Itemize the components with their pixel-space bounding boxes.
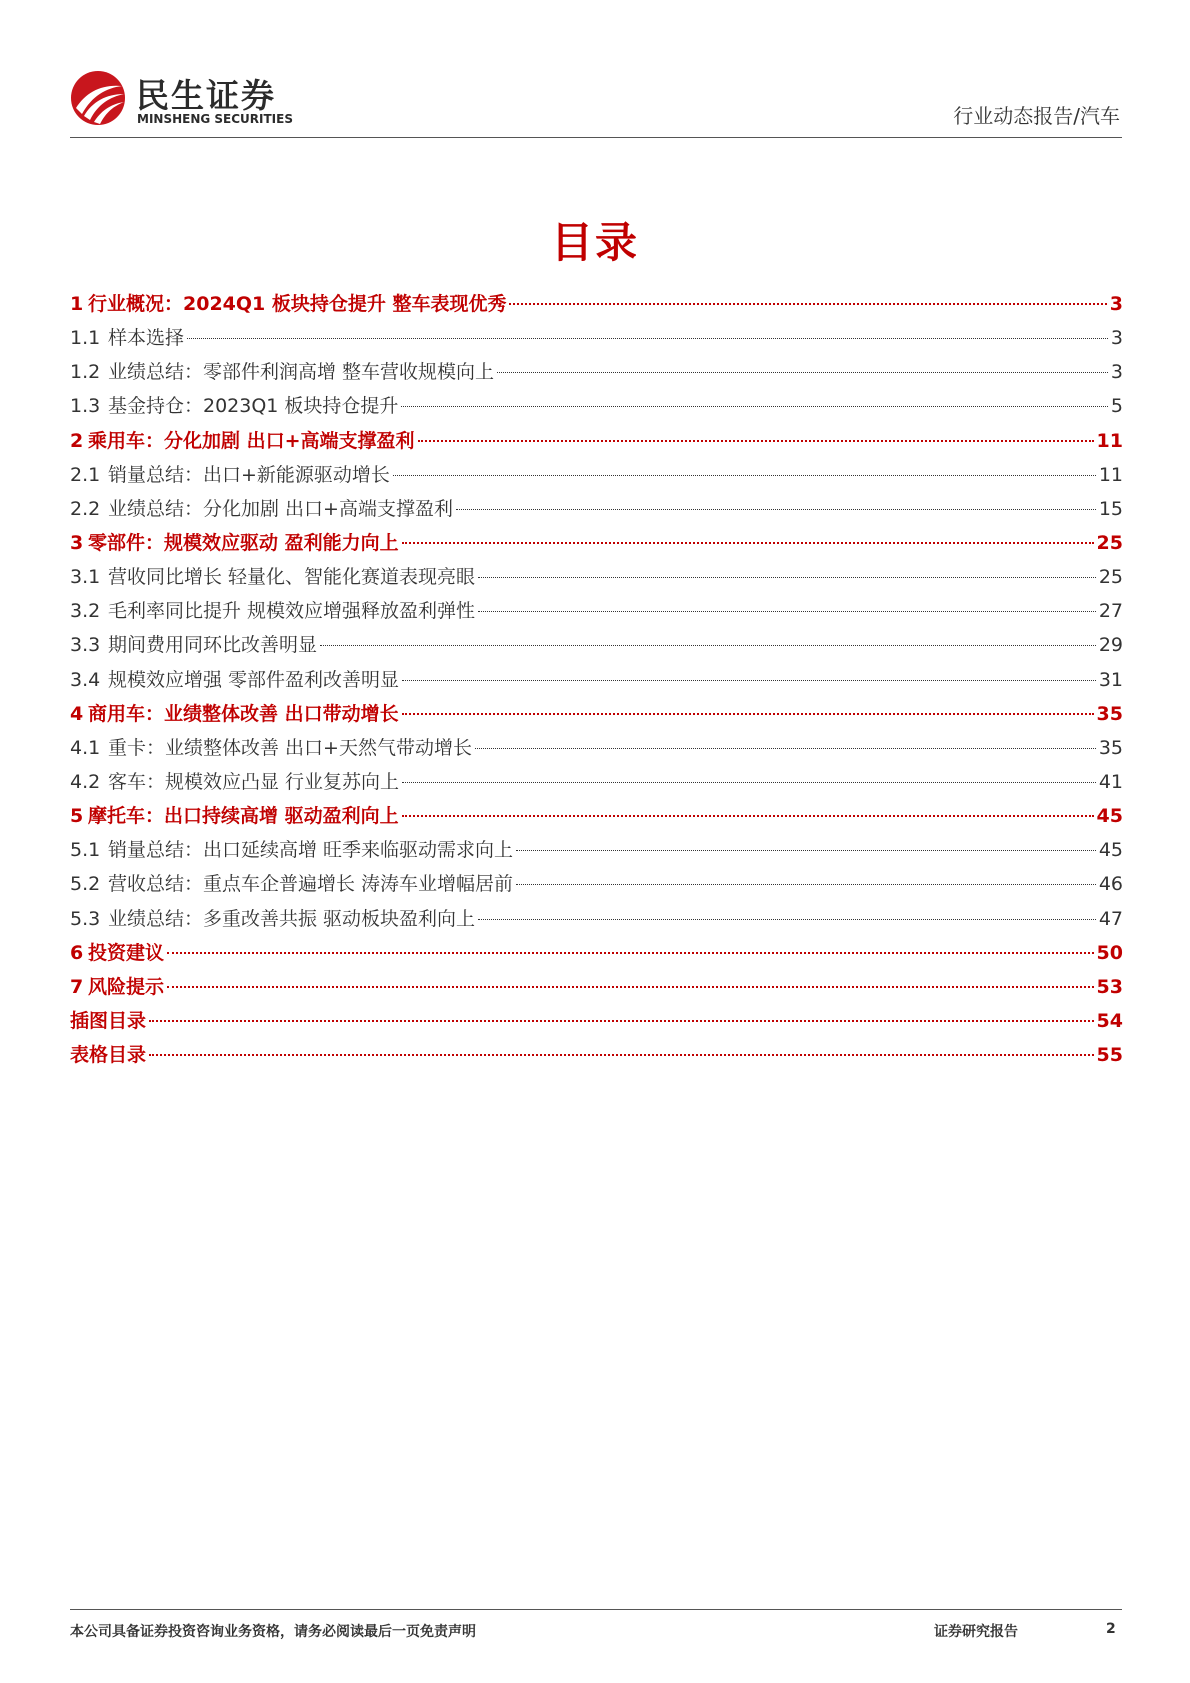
toc-entry-page: 11 xyxy=(1096,429,1123,452)
toc-entry-section[interactable] xyxy=(70,492,1123,526)
brand-logo xyxy=(70,68,310,132)
toc-entry-chapter[interactable] xyxy=(70,936,1123,970)
toc-entry-chapter[interactable] xyxy=(70,287,1123,321)
toc-entry-chapter[interactable] xyxy=(70,526,1123,560)
toc-entry-section[interactable] xyxy=(70,867,1123,901)
toc-entry-page: 54 xyxy=(1096,1009,1123,1032)
toc-entry-title: 投资建议 xyxy=(88,941,165,964)
toc-entry-section[interactable] xyxy=(70,731,1123,765)
toc-entry-section[interactable] xyxy=(70,902,1123,936)
toc-entry-chapter[interactable] xyxy=(70,799,1123,833)
toc-entry-title: 行业概况：2024Q1 板块持仓提升 整车表现优秀 xyxy=(88,293,507,315)
toc-entry-title: 销量总结：出口+新能源驱动增长 xyxy=(108,463,390,486)
toc-entry-title: 零部件：规模效应驱动 盈利能力向上 xyxy=(88,531,399,554)
toc-entry-title: 业绩总结：零部件利润高增 整车营收规模向上 xyxy=(108,361,495,384)
toc-leader-dots xyxy=(402,712,1094,715)
toc-entry-title: 风险提示 xyxy=(88,975,165,998)
toc-leader-dots xyxy=(475,747,1096,749)
toc-entry-title: 业绩总结：分化加剧 出口+高端支撑盈利 xyxy=(108,497,453,520)
toc-entry-number: 4.1 xyxy=(70,736,101,759)
toc-entry-number: 4.2 xyxy=(70,770,101,793)
toc-entry-chapter[interactable] xyxy=(70,697,1123,731)
toc-entry-page: 5 xyxy=(1110,395,1123,418)
toc-entry-section[interactable] xyxy=(70,389,1123,423)
toc-entry-page: 53 xyxy=(1096,975,1123,998)
toc-entry-number: 1.1 xyxy=(70,327,101,350)
toc-entry-section[interactable] xyxy=(70,458,1123,492)
toc-entry-number: 3.4 xyxy=(70,668,101,691)
toc-leader-dots xyxy=(149,1053,1094,1056)
toc-entry-number: 3 xyxy=(70,531,84,554)
toc-entry-page: 35 xyxy=(1096,702,1123,725)
toc-entry-title: 商用车：业绩整体改善 出口带动增长 xyxy=(88,702,399,725)
toc-entry-page: 41 xyxy=(1098,770,1123,793)
toc-entry-section[interactable] xyxy=(70,765,1123,799)
toc-entry-number: 3.3 xyxy=(70,634,101,657)
toc-entry-number: 7 xyxy=(70,975,84,998)
toc-entry-section[interactable] xyxy=(70,560,1123,594)
toc-leader-dots xyxy=(149,1019,1094,1022)
toc-entry-page: 25 xyxy=(1098,566,1123,589)
toc-entry-title: 规模效应增强 零部件盈利改善明显 xyxy=(108,668,400,691)
toc-leader-dots xyxy=(402,814,1094,817)
toc-entry-number: 5 xyxy=(70,805,84,828)
toc-leader-dots xyxy=(320,644,1096,646)
page-number: 2 xyxy=(1106,1621,1116,1637)
toc-entry-number: 3.1 xyxy=(70,566,101,589)
toc-entry-page: 55 xyxy=(1096,1044,1123,1067)
toc-entry-section[interactable] xyxy=(70,628,1123,662)
toc-entry-number: 2 xyxy=(70,429,84,452)
toc-leader-dots xyxy=(393,474,1096,476)
toc-entry-title: 毛利率同比提升 规模效应增强释放盈利弹性 xyxy=(108,600,476,623)
toc-entry-title: 乘用车：分化加剧 出口+高端支撑盈利 xyxy=(88,429,415,452)
toc-entry-section[interactable] xyxy=(70,663,1123,697)
toc-entry-page: 27 xyxy=(1098,600,1123,623)
toc-entry-page: 31 xyxy=(1098,668,1123,691)
toc-entry-number: 5.1 xyxy=(70,839,101,862)
header-divider xyxy=(70,137,1122,138)
report-type: 行业动态报告/汽车 xyxy=(953,104,1120,128)
brand-name-en: MINSHENG SECURITIES xyxy=(137,112,293,126)
toc-entry-page: 11 xyxy=(1098,463,1123,486)
toc-entry-chapter[interactable] xyxy=(70,970,1123,1004)
toc-entry-page: 50 xyxy=(1096,941,1123,964)
toc-leader-dots xyxy=(516,883,1096,885)
toc-entry-number: 1.2 xyxy=(70,361,101,384)
footer-divider xyxy=(70,1609,1122,1610)
toc-entry-page: 46 xyxy=(1098,873,1123,896)
table-of-contents xyxy=(70,287,1123,1072)
toc-entry-chapter[interactable] xyxy=(70,1004,1123,1038)
toc-entry-title: 营收总结：重点车企普遍增长 涛涛车业增幅居前 xyxy=(108,873,514,896)
toc-entry-number: 1 xyxy=(70,293,84,315)
toc-entry-page: 47 xyxy=(1098,907,1123,930)
toc-leader-dots xyxy=(478,576,1096,578)
toc-entry-section[interactable] xyxy=(70,833,1123,867)
toc-entry-page: 3 xyxy=(1110,361,1123,384)
toc-entry-section[interactable] xyxy=(70,355,1123,389)
toc-entry-page: 15 xyxy=(1098,497,1123,520)
toc-entry-page: 29 xyxy=(1098,634,1123,657)
toc-entry-chapter[interactable] xyxy=(70,1038,1123,1072)
toc-entry-number: 1.3 xyxy=(70,395,101,418)
toc-entry-page: 3 xyxy=(1109,293,1123,315)
toc-entry-page: 3 xyxy=(1110,327,1123,350)
toc-leader-dots xyxy=(167,951,1094,954)
page-header xyxy=(70,64,1120,138)
toc-leader-dots xyxy=(167,985,1094,988)
toc-entry-number: 4 xyxy=(70,702,84,725)
toc-leader-dots xyxy=(402,781,1096,783)
footer-doc-type: 证券研究报告 xyxy=(934,1624,1018,1640)
toc-entry-title: 销量总结：出口延续高增 旺季来临驱动需求向上 xyxy=(108,839,514,862)
toc-leader-dots xyxy=(478,918,1096,920)
footer-disclaimer: 本公司具备证券投资咨询业务资格，请务必阅读最后一页免责声明 xyxy=(70,1624,476,1640)
toc-entry-number: 2.1 xyxy=(70,463,101,486)
toc-entry-title: 营收同比增长 轻量化、智能化赛道表现亮眼 xyxy=(108,566,476,589)
toc-leader-dots xyxy=(401,405,1107,407)
toc-entry-page: 35 xyxy=(1098,736,1123,759)
toc-leader-dots xyxy=(497,371,1108,373)
minsheng-logo-icon xyxy=(70,70,126,126)
brand-name-cn: 民生证券 xyxy=(136,76,276,115)
toc-entry-chapter[interactable] xyxy=(70,424,1123,458)
toc-entry-title: 重卡：业绩整体改善 出口+天然气带动增长 xyxy=(108,736,472,759)
toc-leader-dots xyxy=(418,439,1094,442)
toc-entry-page: 45 xyxy=(1096,805,1123,828)
toc-leader-dots xyxy=(456,508,1096,510)
toc-entry-title: 客车：规模效应凸显 行业复苏向上 xyxy=(108,770,400,793)
toc-entry-title: 摩托车：出口持续高增 驱动盈利向上 xyxy=(88,805,399,828)
toc-entry-section[interactable] xyxy=(70,594,1123,628)
toc-entry-title: 基金持仓：2023Q1 板块持仓提升 xyxy=(108,395,399,418)
toc-entry-page: 45 xyxy=(1098,839,1123,862)
toc-entry-number: 3.2 xyxy=(70,600,101,623)
toc-entry-number: 5.2 xyxy=(70,873,101,896)
toc-entry-title: 期间费用同环比改善明显 xyxy=(108,634,318,657)
toc-leader-dots xyxy=(402,541,1094,544)
toc-title: 目录 xyxy=(550,218,639,267)
toc-entry-title: 样本选择 xyxy=(108,327,185,350)
toc-entry-title: 业绩总结：多重改善共振 驱动板块盈利向上 xyxy=(108,907,476,930)
toc-entry-title: 插图目录 xyxy=(70,1009,147,1032)
toc-leader-dots xyxy=(478,610,1096,612)
toc-entry-page: 25 xyxy=(1096,531,1123,554)
toc-entry-title: 表格目录 xyxy=(70,1044,147,1067)
toc-leader-dots xyxy=(516,849,1096,851)
toc-entry-section[interactable] xyxy=(70,321,1123,355)
toc-leader-dots xyxy=(402,679,1096,681)
toc-entry-number: 2.2 xyxy=(70,497,101,520)
toc-leader-dots xyxy=(509,302,1106,305)
toc-entry-number: 6 xyxy=(70,941,84,964)
toc-entry-number: 5.3 xyxy=(70,907,101,930)
toc-leader-dots xyxy=(187,337,1108,339)
